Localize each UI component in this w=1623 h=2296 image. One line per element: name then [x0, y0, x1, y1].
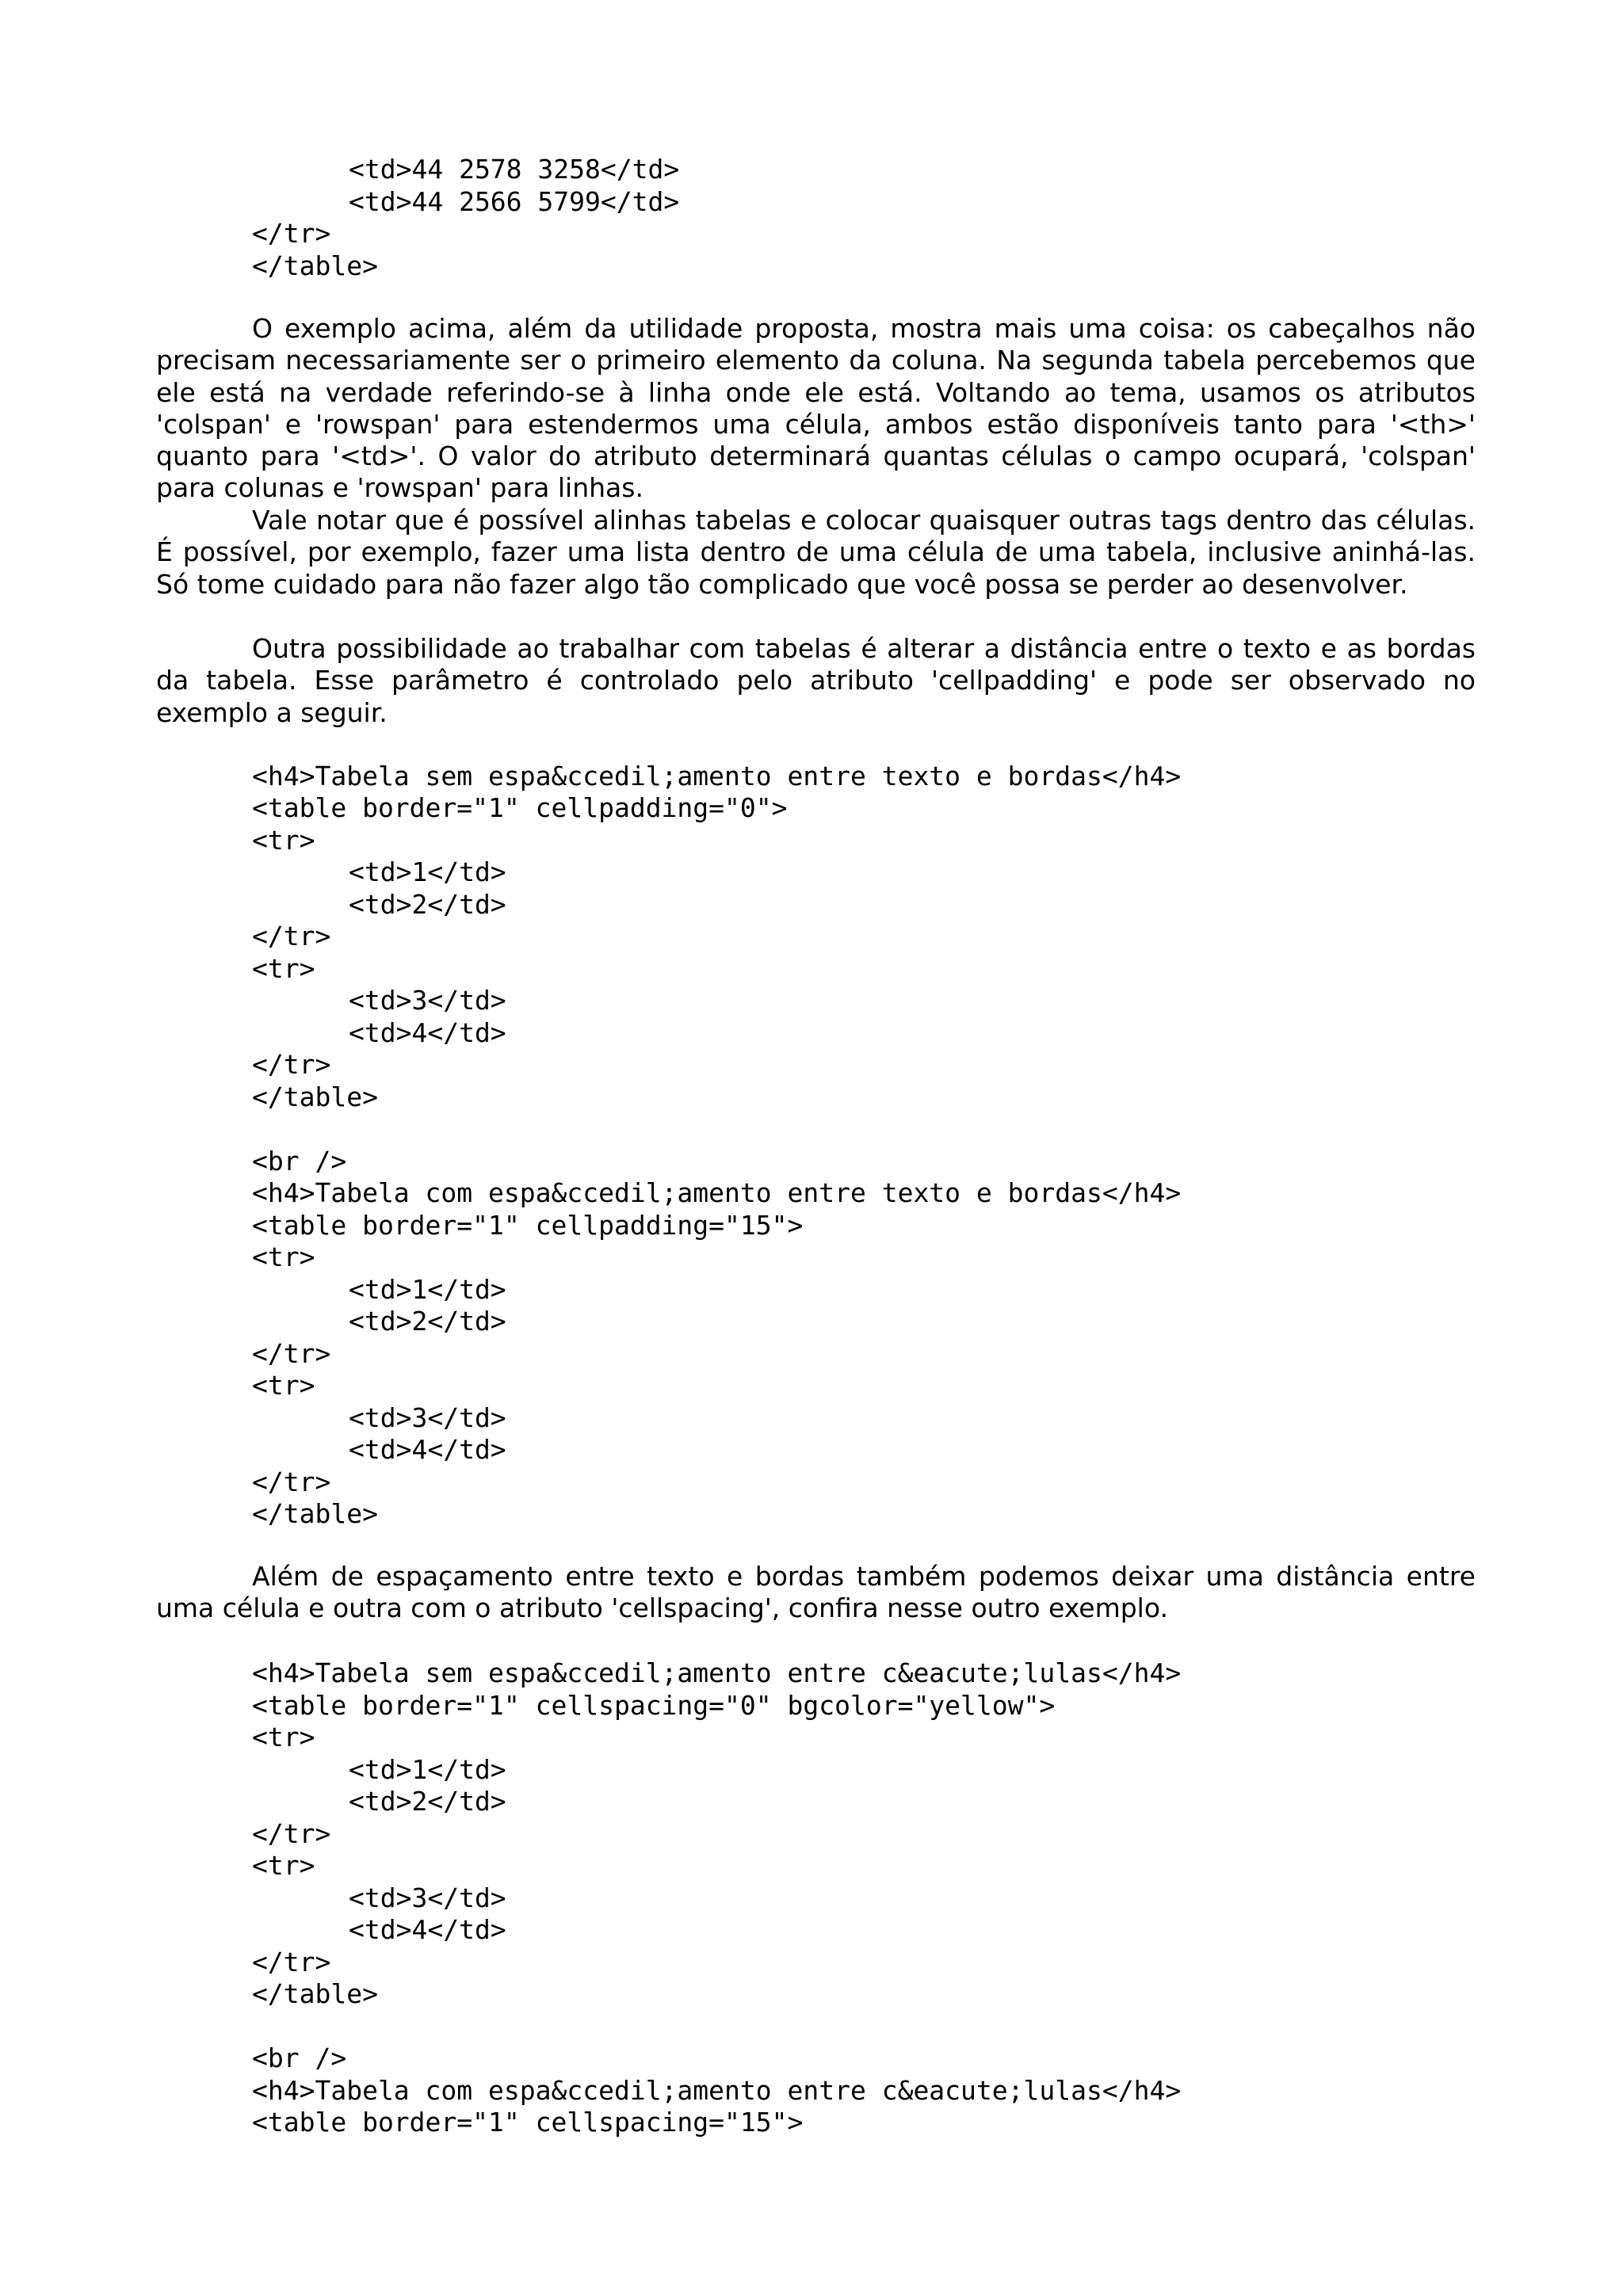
code-line: <td>44 2566 5799</td> — [349, 186, 680, 217]
code-line: <table border="1" cellspacing="0" bgcolor="yellow"> — [252, 1690, 1056, 1721]
code-line: <td>1</td> — [349, 1274, 506, 1305]
code-line: <h4>Tabela sem espa&ccedil;amento entre texto e bordas</h4> — [252, 761, 1182, 791]
code-line: </tr> — [252, 1947, 331, 1978]
paragraph-cellpadding: Outra possibilidade ao trabalhar com tabelas é alterar a distância entre o texto e as bordas da tabela. Esse parâmetro é controlado pelo atributo 'cellpadding' e pode ser observado no exemplo a seguir. — [156, 633, 1476, 728]
code-line: </tr> — [252, 1338, 331, 1369]
code-line: <tr> — [252, 1850, 315, 1881]
code-line: </tr> — [252, 1049, 331, 1080]
code-line: <td>3</td> — [349, 985, 506, 1016]
code-line: </tr> — [252, 1818, 331, 1849]
code-line: </table> — [252, 1498, 378, 1529]
code-line: <td>1</td> — [349, 856, 506, 887]
code-line: <tr> — [252, 825, 315, 856]
paragraph-cabecalhos: O exemplo acima, além da utilidade proposta, mostra mais uma coisa: os cabeçalhos não precisam necessariamente ser o primeiro elemento da coluna. Na segunda tabela percebemos que ele está na verdade referindo-se à linha onde ele está. Voltando ao tema, usamos os atributos 'colspan' e 'rowspan' para estendermos uma célula, ambos estão disponíveis tanto para '<th>' quanto para '<td>'. O valor do atributo determinará quantas células o campo ocupará, 'colspan' para colunas e 'rowspan' para linhas. — [156, 313, 1476, 504]
code-line: <td>2</td> — [349, 1306, 506, 1337]
code-line: </tr> — [252, 921, 331, 952]
code-line: <br /> — [252, 1146, 347, 1177]
code-line: <td>4</td> — [349, 1914, 506, 1945]
code-line: <td>4</td> — [349, 1434, 506, 1465]
code-line: <tr> — [252, 1722, 315, 1753]
code-line: <tr> — [252, 1241, 315, 1272]
code-line: <br /> — [252, 2042, 347, 2073]
code-line: <td>1</td> — [349, 1754, 506, 1785]
code-line: <td>2</td> — [349, 1786, 506, 1817]
code-line: <table border="1" cellpadding="15"> — [252, 1210, 804, 1241]
code-line: <tr> — [252, 953, 315, 984]
code-line: <table border="1" cellspacing="15"> — [252, 2107, 804, 2138]
code-line: <td>2</td> — [349, 889, 506, 920]
code-line: <h4>Tabela com espa&ccedil;amento entre texto e bordas</h4> — [252, 1177, 1182, 1208]
code-line: <td>4</td> — [349, 1017, 506, 1048]
code-line: <td>3</td> — [349, 1882, 506, 1913]
code-line: <tr> — [252, 1370, 315, 1401]
code-line: </tr> — [252, 218, 331, 249]
code-line: <td>3</td> — [349, 1402, 506, 1433]
code-line: <h4>Tabela com espa&ccedil;amento entre c&eacute;lulas</h4> — [252, 2075, 1182, 2106]
code-line: </table> — [252, 1978, 378, 2009]
code-line: <td>44 2578 3258</td> — [349, 154, 680, 185]
code-line: <h4>Tabela sem espa&ccedil;amento entre c&eacute;lulas</h4> — [252, 1657, 1182, 1688]
paragraph-alinhar-tabelas: Vale notar que é possível alinhas tabelas e colocar quaisquer outras tags dentro das células. É possível, por exemplo, fazer uma lista dentro de uma célula de uma tabela, inclusive aninhá-las. Só tome cuidado para não fazer algo tão complicado que você possa se perder ao desenvolver. — [156, 505, 1476, 600]
code-line: </table> — [252, 1081, 378, 1112]
code-line: <table border="1" cellpadding="0"> — [252, 792, 788, 823]
paragraph-cellspacing: Além de espaçamento entre texto e bordas também podemos deixar uma distância entre uma célula e outra com o atributo 'cellspacing', confira nesse outro exemplo. — [156, 1561, 1476, 1624]
code-line: </tr> — [252, 1466, 331, 1497]
code-line: </table> — [252, 250, 378, 281]
